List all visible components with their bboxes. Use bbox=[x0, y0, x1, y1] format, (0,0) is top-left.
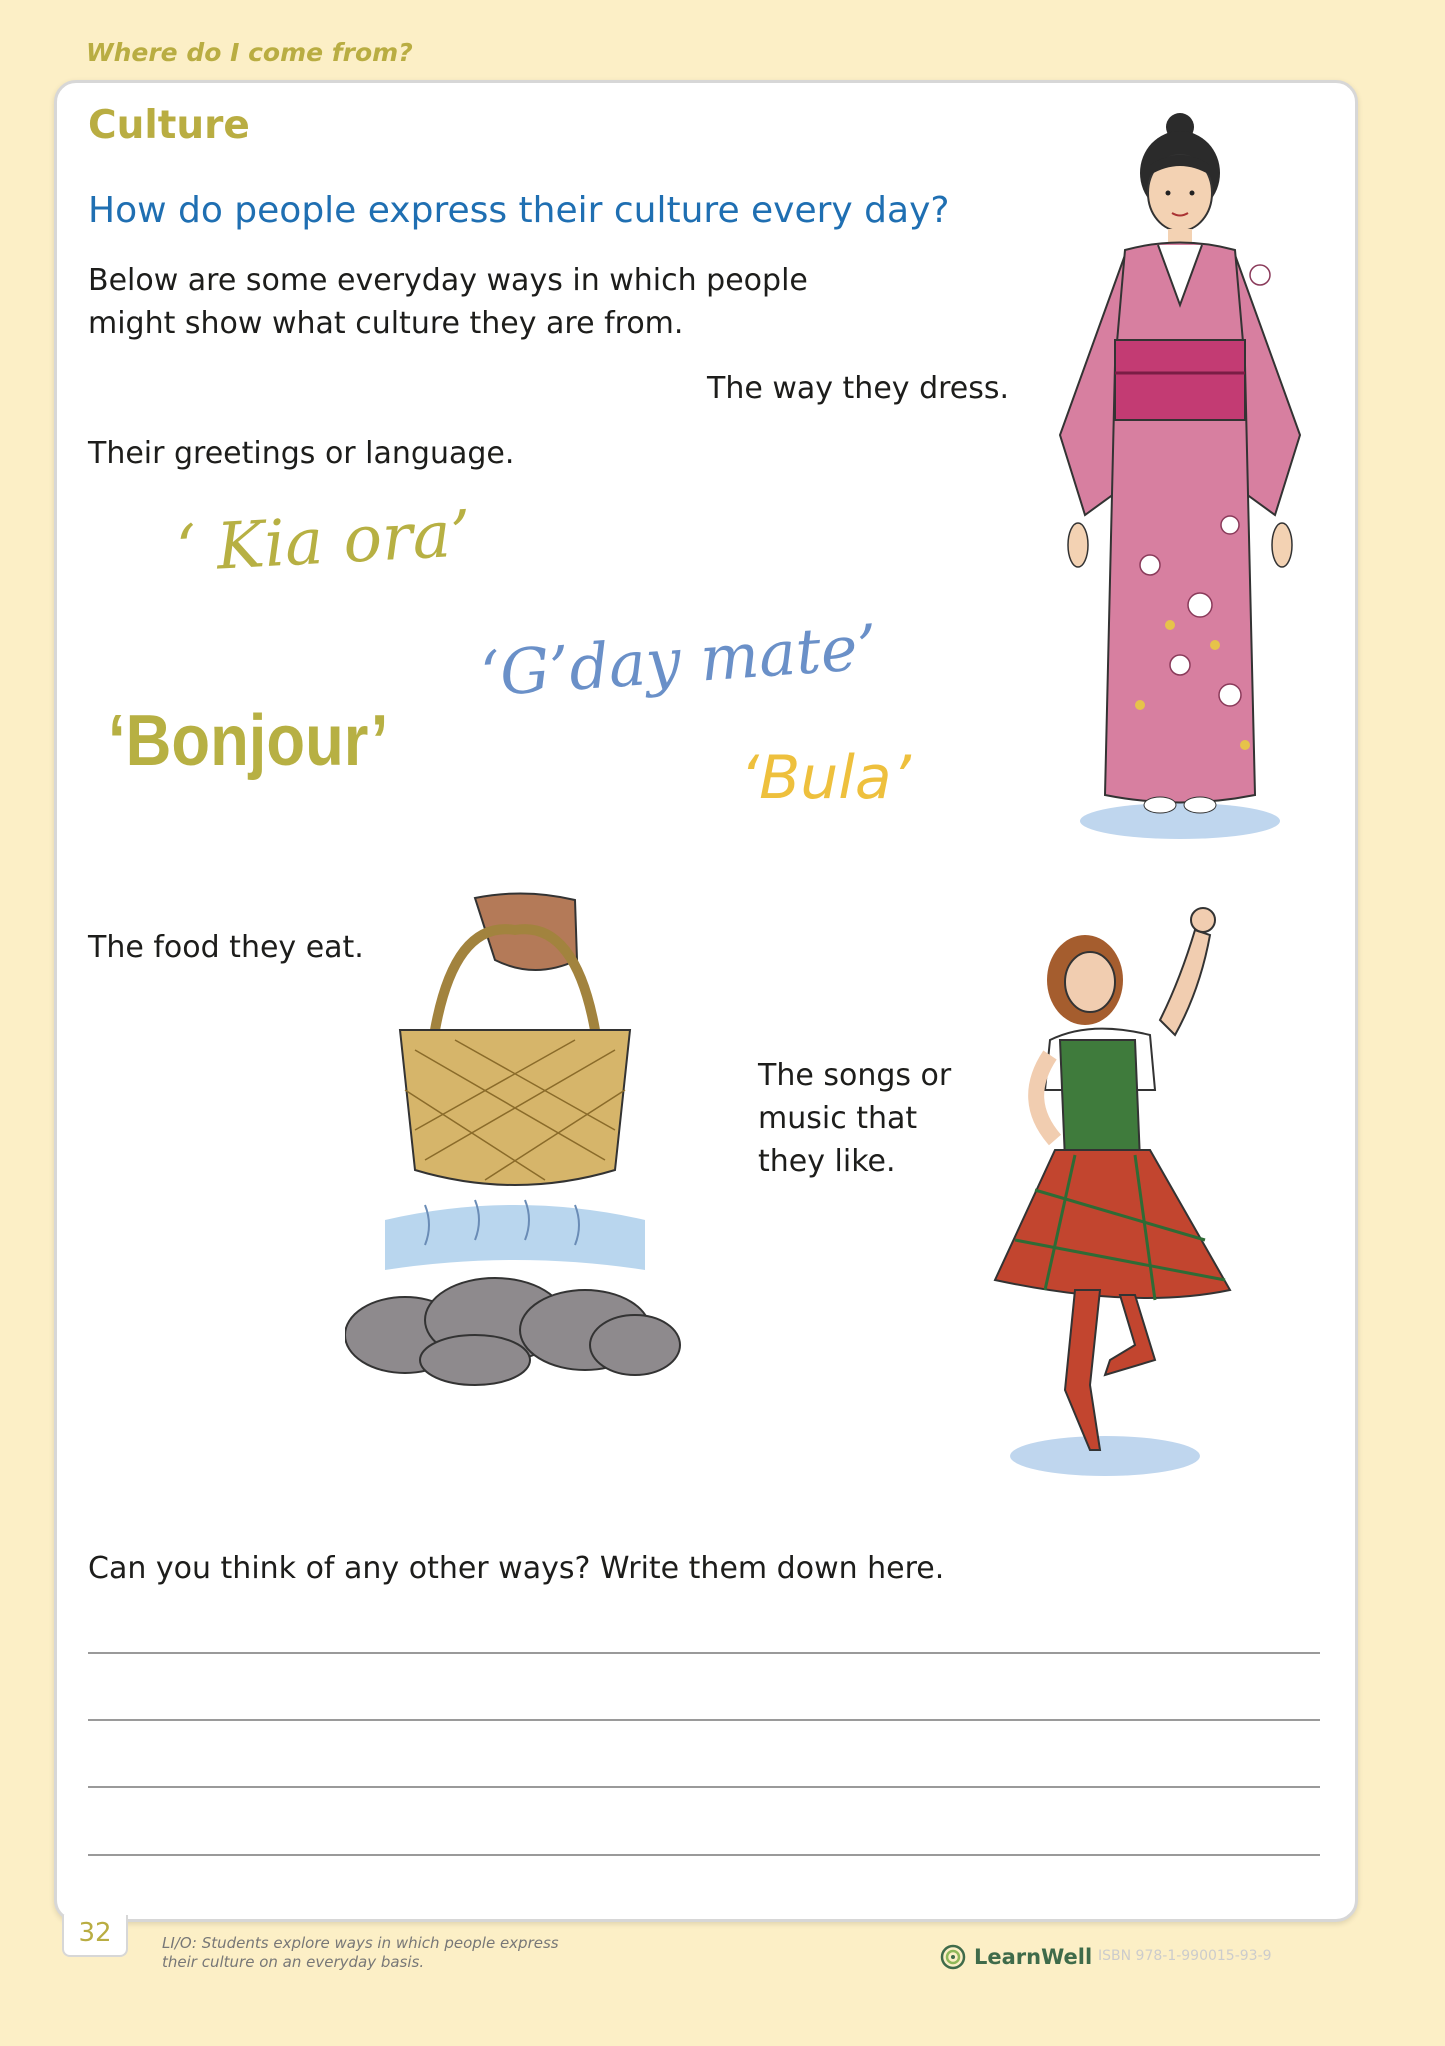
section-title: Culture bbox=[88, 103, 250, 148]
answer-line[interactable] bbox=[88, 1652, 1320, 1654]
answer-line[interactable] bbox=[88, 1786, 1320, 1788]
greeting-gday-mate: ‘G’day mate’ bbox=[477, 610, 880, 711]
running-head: Where do I come from? bbox=[86, 38, 413, 67]
isbn: ISBN 978-1-990015-93-9 bbox=[1098, 1948, 1272, 1964]
brand-logo bbox=[940, 1944, 1092, 1970]
question-heading: How do people express their culture every day? bbox=[88, 190, 950, 231]
basket-over-stones-illustration bbox=[345, 890, 685, 1390]
dress-label: The way they dress. bbox=[707, 371, 1010, 406]
greeting-bula: ‘Bula’ bbox=[740, 743, 911, 813]
intro-text: Below are some everyday ways in which people might show what culture they are from. bbox=[88, 263, 808, 341]
greeting-bonjour: ‘Bonjour’ bbox=[108, 701, 389, 781]
food-label: The food they eat. bbox=[88, 930, 364, 965]
music-label: The songs or music that they like. bbox=[758, 1058, 952, 1179]
greetings-label: Their greetings or language. bbox=[88, 436, 515, 471]
page-number: 32 bbox=[62, 1915, 128, 1957]
kimono-woman-illustration bbox=[1030, 105, 1330, 845]
learning-intention: LI/O: Students explore ways in which people express their culture on an everyday basis. bbox=[162, 1934, 559, 1971]
other-ways-prompt: Can you think of any other ways? Write them down here. bbox=[88, 1551, 945, 1586]
brand-name: LearnWell bbox=[974, 1945, 1093, 1969]
answer-line[interactable] bbox=[88, 1854, 1320, 1856]
greeting-kia-ora: ‘ Kia ora’ bbox=[174, 497, 473, 587]
answer-line[interactable] bbox=[88, 1719, 1320, 1721]
highland-dancer-illustration bbox=[985, 890, 1285, 1490]
learnwell-logo-icon bbox=[940, 1944, 966, 1970]
